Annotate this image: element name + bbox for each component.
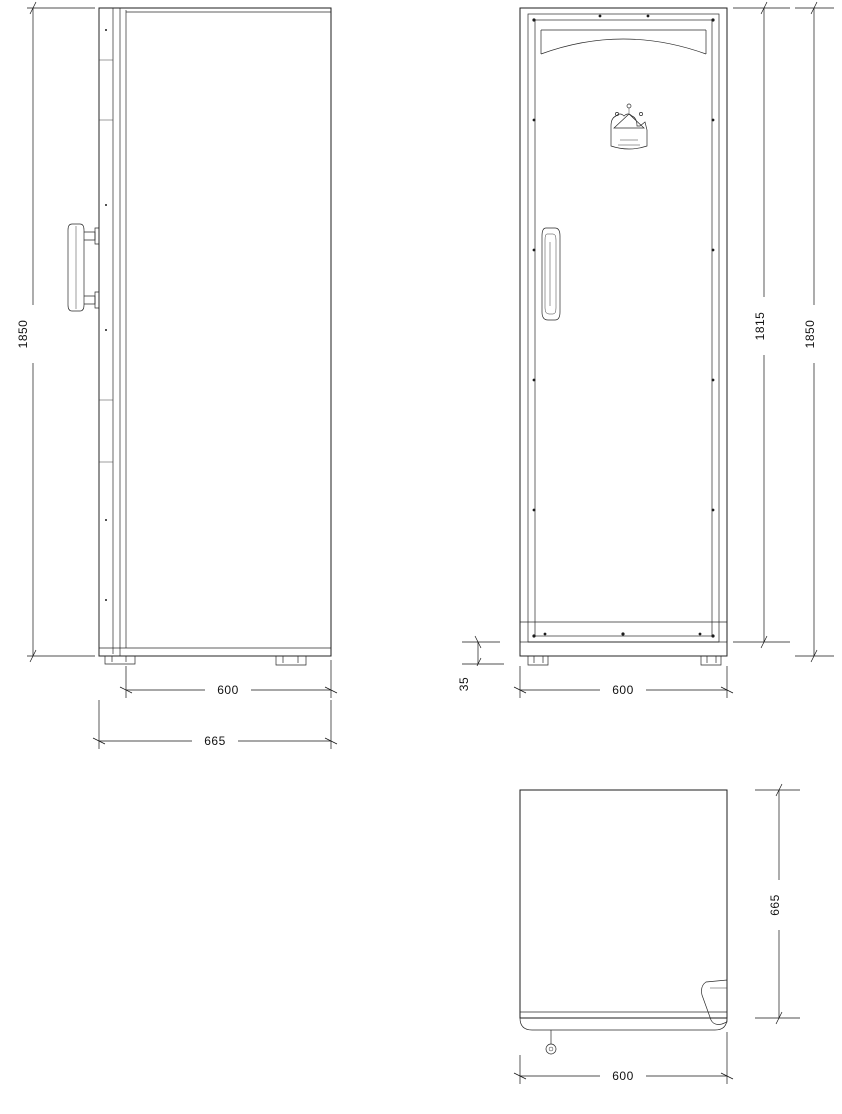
- dim-side-width: [120, 660, 337, 699]
- dim-side-height: [16, 2, 95, 662]
- front-view: [520, 8, 727, 665]
- dim-front-body-height: [733, 2, 790, 648]
- dim-front-plinth-label: 35: [457, 676, 471, 692]
- dim-front-width-label: 600: [612, 683, 634, 697]
- dim-front-body-height-label: 1815: [753, 311, 767, 341]
- side-handle: [68, 224, 99, 311]
- dim-side-depth-label: 665: [204, 734, 226, 748]
- dim-front-total-height-label: 1850: [803, 319, 817, 349]
- dim-top-width-label: 600: [612, 1069, 634, 1083]
- dim-front-total-height: [795, 2, 834, 662]
- dim-top-depth-label: 665: [768, 894, 782, 916]
- top-view: [520, 790, 727, 1054]
- dim-front-width: [514, 666, 733, 699]
- side-view: [68, 8, 331, 665]
- dim-side-depth: [93, 700, 337, 750]
- dim-top-width: [514, 1032, 733, 1085]
- dim-side-height-label: 1850: [16, 319, 30, 349]
- dim-side-width-label: 600: [217, 683, 239, 697]
- dim-front-plinth: [457, 636, 504, 700]
- dim-top-depth: [755, 784, 800, 1024]
- castor-detail: [546, 1030, 556, 1054]
